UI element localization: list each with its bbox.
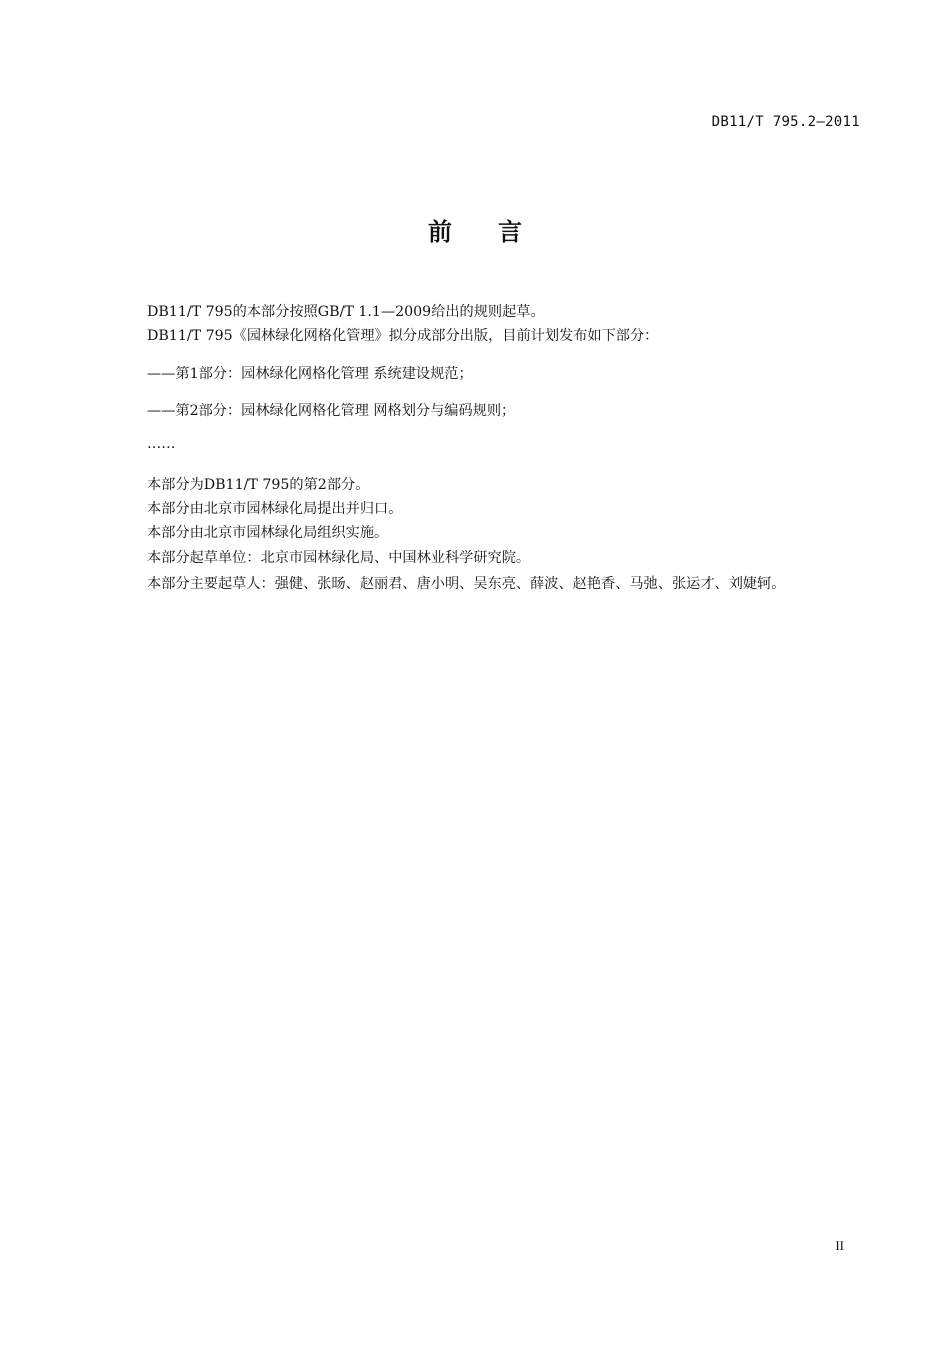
paragraph-drafters: 本部分主要起草人：强健、张旸、赵丽君、唐小明、吴东亮、薛波、赵艳香、马弛、张运才、刘婕轲。 <box>147 576 786 592</box>
standard-code: DB11/T 795.2—2011 <box>711 114 860 130</box>
list-item-part-1: ——第1部分：园林绿化网格化管理 系统建设规范； <box>147 366 473 382</box>
paragraph-drafting-rules: DB11/T 795的本部分按照GB/T 1.1—2009给出的规则起草。 <box>147 304 545 320</box>
page-title: 前言 <box>428 218 568 246</box>
list-item-part-2: ——第2部分：园林绿化网格化管理 网格划分与编码规则； <box>147 403 516 419</box>
paragraph-implementer: 本部分由北京市园林绿化局组织实施。 <box>147 525 389 541</box>
list-ellipsis: …… <box>147 436 176 452</box>
paragraph-proposer: 本部分由北京市园林绿化局提出并归口。 <box>147 501 403 517</box>
paragraph-part-number: 本部分为DB11/T 795的第2部分。 <box>147 477 370 493</box>
paragraph-drafting-units: 本部分起草单位：北京市园林绿化局、中国林业科学研究院。 <box>147 550 531 566</box>
paragraph-parts-plan: DB11/T 795《园林绿化网格化管理》拟分成部分出版，目前计划发布如下部分： <box>147 328 659 344</box>
page-number: II <box>835 1238 844 1253</box>
